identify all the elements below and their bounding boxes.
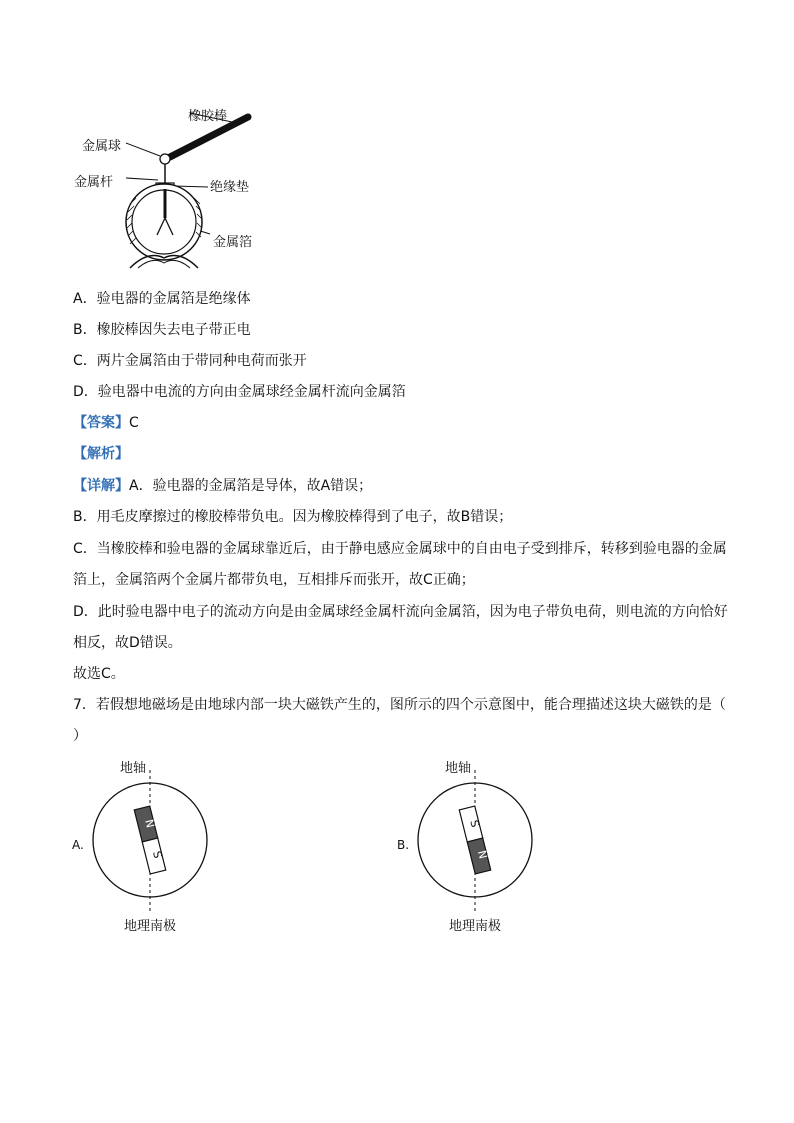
detail-line-5: D．此时验电器中电子的流动方向是由金属球经金属杆流向金属箔，因为电子带负电荷，则电流的方向恰好 — [73, 604, 728, 620]
detail-line-6: 相反，故D错误。 — [73, 635, 182, 651]
detail-line-4: 箔上，金属箔两个金属片都带负电，互相排斥而张开，故C正确； — [73, 572, 475, 588]
figure-a-option: A. — [72, 838, 84, 852]
label-insulating-pad: 绝缘垫 — [210, 180, 250, 195]
analysis-tag: 【解析】 — [73, 446, 129, 462]
figure-b-top-label: 地轴 — [445, 761, 472, 776]
pole-label-b-upper: S — [467, 818, 482, 829]
metal-ball-shape — [160, 154, 170, 164]
pole-label-a-upper: N — [142, 818, 157, 830]
option-a: A．验电器的金属箔是绝缘体 — [73, 291, 251, 307]
figure-b — [385, 752, 565, 942]
label-rubber-rod: 橡胶棒 — [188, 109, 228, 124]
label-metal-rod: 金属杆 — [74, 175, 114, 190]
detail-line-2: B．用毛皮摩擦过的橡胶棒带负电。因为橡胶棒得到了电子，故B错误； — [73, 509, 513, 525]
detail-line-3: C．当橡胶棒和验电器的金属球靠近后，由于静电感应金属球中的自由电子受到排斥，转移到验电器的金属 — [73, 541, 727, 557]
answer-tag: 【答案】 — [73, 415, 129, 431]
question-7-stem-end: ） — [73, 728, 87, 744]
analysis-line — [73, 444, 129, 464]
figure-b-bottom-label: 地理南极 — [449, 919, 502, 934]
pole-label-b-lower: N — [474, 849, 490, 861]
figure-b-drawing — [385, 752, 565, 942]
figure-a — [60, 752, 240, 942]
figure-a-top-label: 地轴 — [120, 761, 147, 776]
figure-b-option: B. — [397, 838, 410, 852]
electroscope-figure — [60, 100, 290, 280]
figure-a-drawing — [60, 752, 240, 942]
answer-value: C — [129, 415, 139, 431]
answer-line — [73, 413, 139, 433]
detail-line-7: 故选C。 — [73, 666, 125, 682]
figure-a-bottom-label: 地理南极 — [124, 919, 177, 934]
option-c: C．两片金属箔由于带同种电荷而张开 — [73, 353, 307, 369]
electroscope-drawing — [60, 100, 290, 280]
pole-label-a-lower: S — [150, 849, 165, 860]
detail-line-1 — [73, 476, 372, 496]
option-b: B．橡胶棒因失去电子带正电 — [73, 322, 251, 338]
option-d: D．验电器中电流的方向由金属球经金属杆流向金属箔 — [73, 384, 406, 400]
detail-tag: 【详解】 — [73, 478, 129, 494]
question-7-stem: 7．若假想地磁场是由地球内部一块大磁铁产生的，图所示的四个示意图中，能合理描述这块大磁铁的是（ — [73, 697, 726, 713]
detail-text-1: A．验电器的金属箔是导体，故A错误； — [129, 478, 373, 494]
label-metal-foil: 金属箔 — [213, 235, 253, 250]
label-metal-ball: 金属球 — [82, 139, 122, 154]
